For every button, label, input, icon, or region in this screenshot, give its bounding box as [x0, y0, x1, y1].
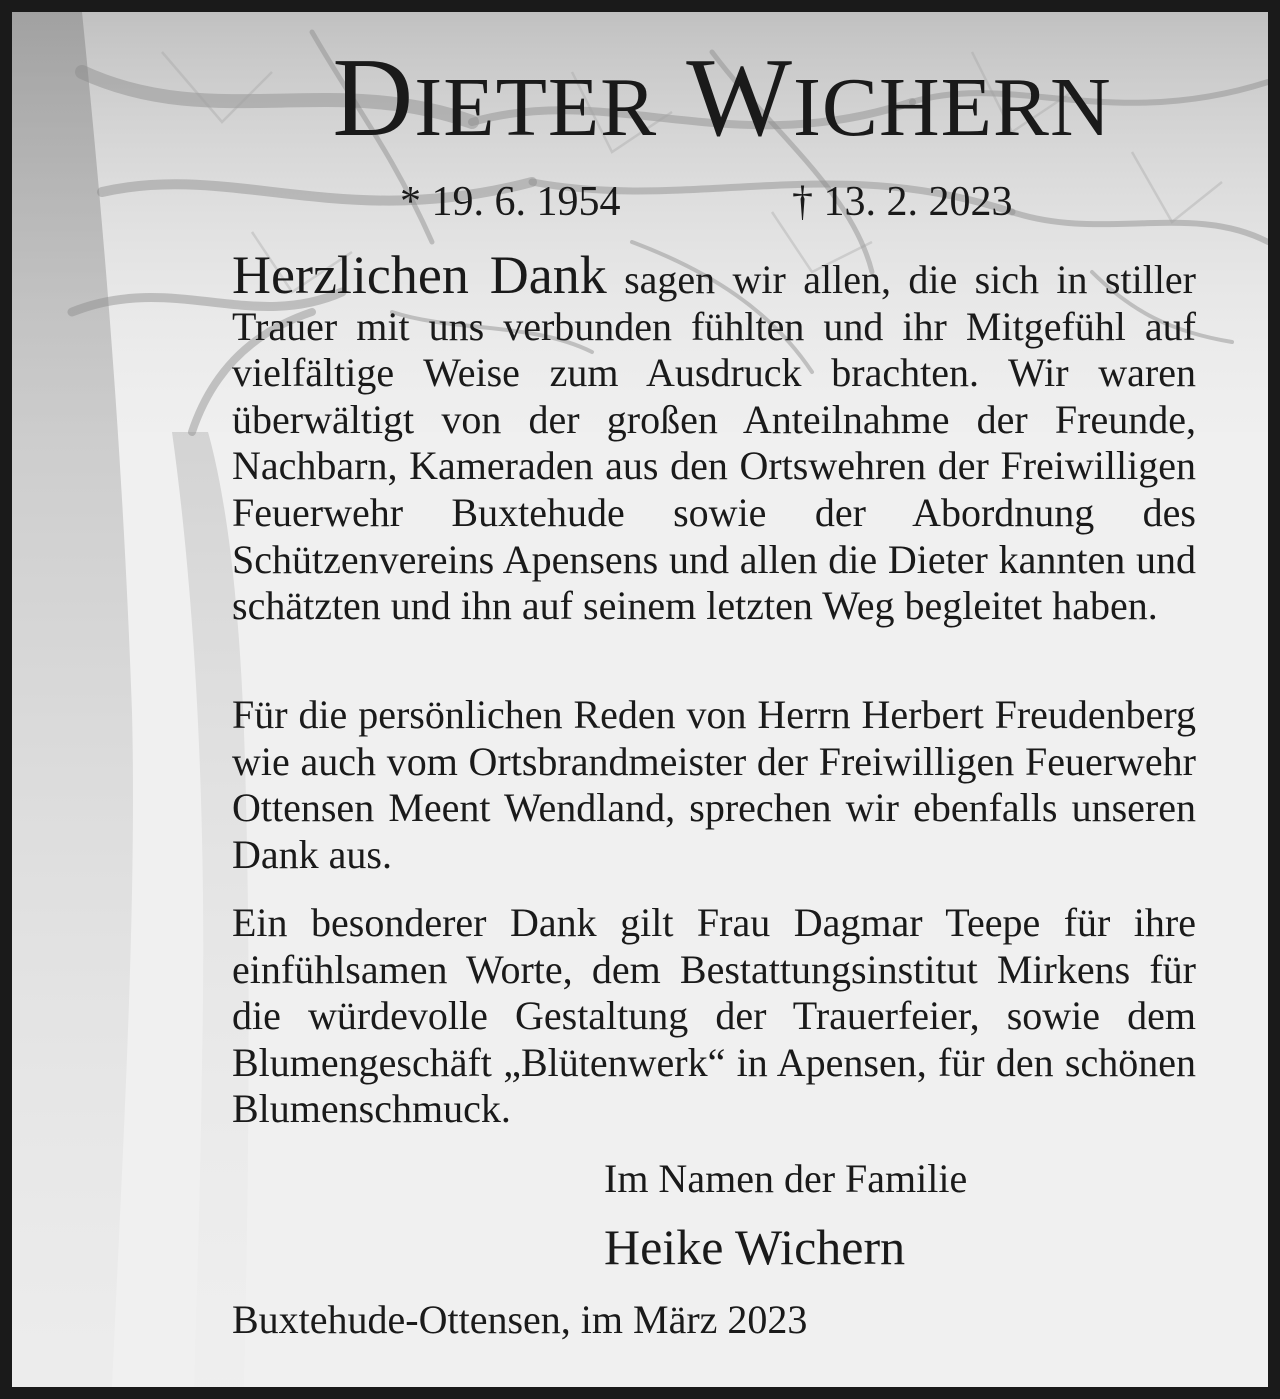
- place-and-date: Buxtehude-Ottensen, im März 2023: [232, 1297, 808, 1342]
- birth-date: * 19. 6. 1954: [400, 179, 621, 225]
- thanks-paragraph: [232, 245, 1197, 630]
- name-rest-last: ICHERN: [792, 61, 1112, 154]
- notice-content: [12, 12, 1268, 1387]
- signer-name: Heike Wichern: [604, 1219, 906, 1275]
- closing-line: Im Namen der Familie: [604, 1156, 968, 1201]
- thanks-heading: Herzlichen Dank: [232, 245, 607, 305]
- thanks-paragraph-text: sagen wir allen, die sich in stiller Trauer mit uns verbunden fühlten und ihr Mitgefühl auf vielfältige Weise zum Ausdruck brachten. Wir waren überwältigt von der großen Anteilnahme der Freunde, Nachbarn, Kameraden aus den Ortswehren der Freiwilligen Feuerwehr Buxtehude sowie der Abordnung des Schützenvereins Apensens und allen die Dieter kannten und schätzten und ihn auf seinem letzten Weg begleitet haben.: [232, 257, 1197, 629]
- death-date: † 13. 2. 2023: [792, 179, 1013, 225]
- speeches-paragraph: Für die persönlichen Reden von Herrn Herbert Freudenberg wie auch vom Ortsbrandmeister der Freiwilligen Feuerwehr Ottensen Meent Wendland, sprechen wir ebenfalls unseren Dank aus.: [232, 692, 1196, 877]
- special-thanks-paragraph: Ein besonderer Dank gilt Frau Dagmar Teepe für ihre einfühlsamen Worte, dem Bestattungsinstitut Mirkens für die würdevolle Gestaltung der Trauerfeier, sowie dem Blumengeschäft „Blütenwerk“ in Apensen, für den schönen Blumenschmuck.: [232, 900, 1196, 1132]
- deceased-name: [252, 38, 1192, 168]
- name-initial-last: W: [686, 36, 793, 160]
- name-initial-first: D: [332, 36, 415, 160]
- name-rest-first: IETER: [414, 61, 658, 154]
